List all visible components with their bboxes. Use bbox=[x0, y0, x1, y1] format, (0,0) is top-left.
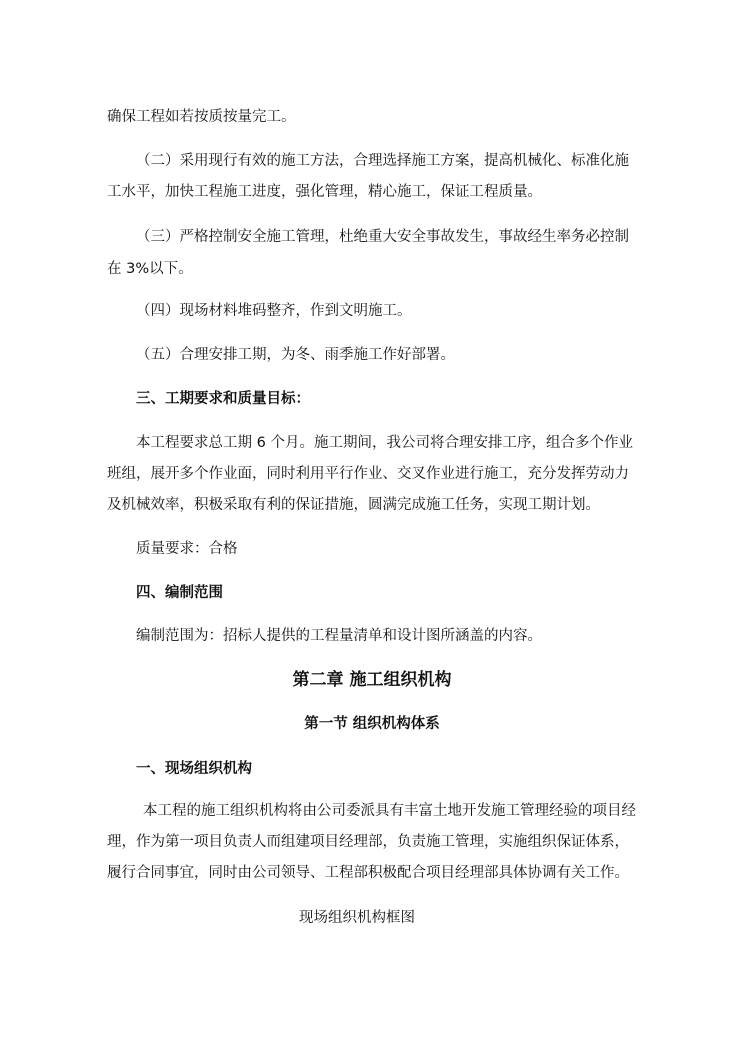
figure-caption: 现场组织机构框图 bbox=[299, 910, 415, 926]
paragraph-line: 理，作为第一项目负责人而组建项目经理部，负责施工管理，实施组织保证体系， bbox=[107, 834, 629, 850]
paragraph-line: 编制范围为：招标人提供的工程量清单和设计图所涵盖的内容。 bbox=[136, 628, 542, 644]
paragraph-line: 确保工程如若按质按量完工。 bbox=[107, 109, 296, 125]
heading-schedule-quality: 三、工期要求和质量目标： bbox=[136, 391, 310, 407]
paragraph-line: （四）现场材料堆码整齐，作到文明施工。 bbox=[136, 303, 412, 319]
section-title: 第一节 组织机构体系 bbox=[304, 716, 440, 732]
chapter-title: 第二章 施工组织机构 bbox=[292, 670, 452, 690]
paragraph-line: 班组，展开多个作业面，同时利用平行作业、交叉作业进行施工，充分发挥劳动力 bbox=[107, 466, 629, 482]
paragraph-line: （三）严格控制安全施工管理，杜绝重大安全事故发生，事故经生率务必控制 bbox=[136, 229, 629, 245]
heading-site-organization: 一、现场组织机构 bbox=[136, 761, 252, 777]
paragraph-line: 在 3%以下。 bbox=[107, 261, 193, 277]
paragraph-line: 履行合同事宜，同时由公司领导、工程部积极配合项目经理部具体协调有关工作。 bbox=[107, 865, 629, 881]
paragraph-line: 本工程要求总工期 6 个月。施工期间，我公司将合理安排工序，组合多个作业 bbox=[136, 435, 633, 451]
paragraph-line: （二）采用现行有效的施工方法，合理选择施工方案，提高机械化、标准化施 bbox=[136, 153, 629, 169]
paragraph-line: 工水平，加快工程施工进度，强化管理，精心施工，保证工程质量。 bbox=[107, 184, 542, 200]
heading-scope: 四、编制范围 bbox=[136, 585, 223, 601]
paragraph-line: 质量要求：合格 bbox=[136, 541, 238, 557]
paragraph-line: 本工程的施工组织机构将由公司委派具有丰富土地开发施工管理经验的项目经 bbox=[143, 803, 636, 819]
paragraph-line: （五）合理安排工期，为冬、雨季施工作好部署。 bbox=[136, 347, 455, 363]
paragraph-line: 及机械效率，积极采取有利的保证措施，圆满完成施工任务，实现工期计划。 bbox=[107, 497, 600, 513]
